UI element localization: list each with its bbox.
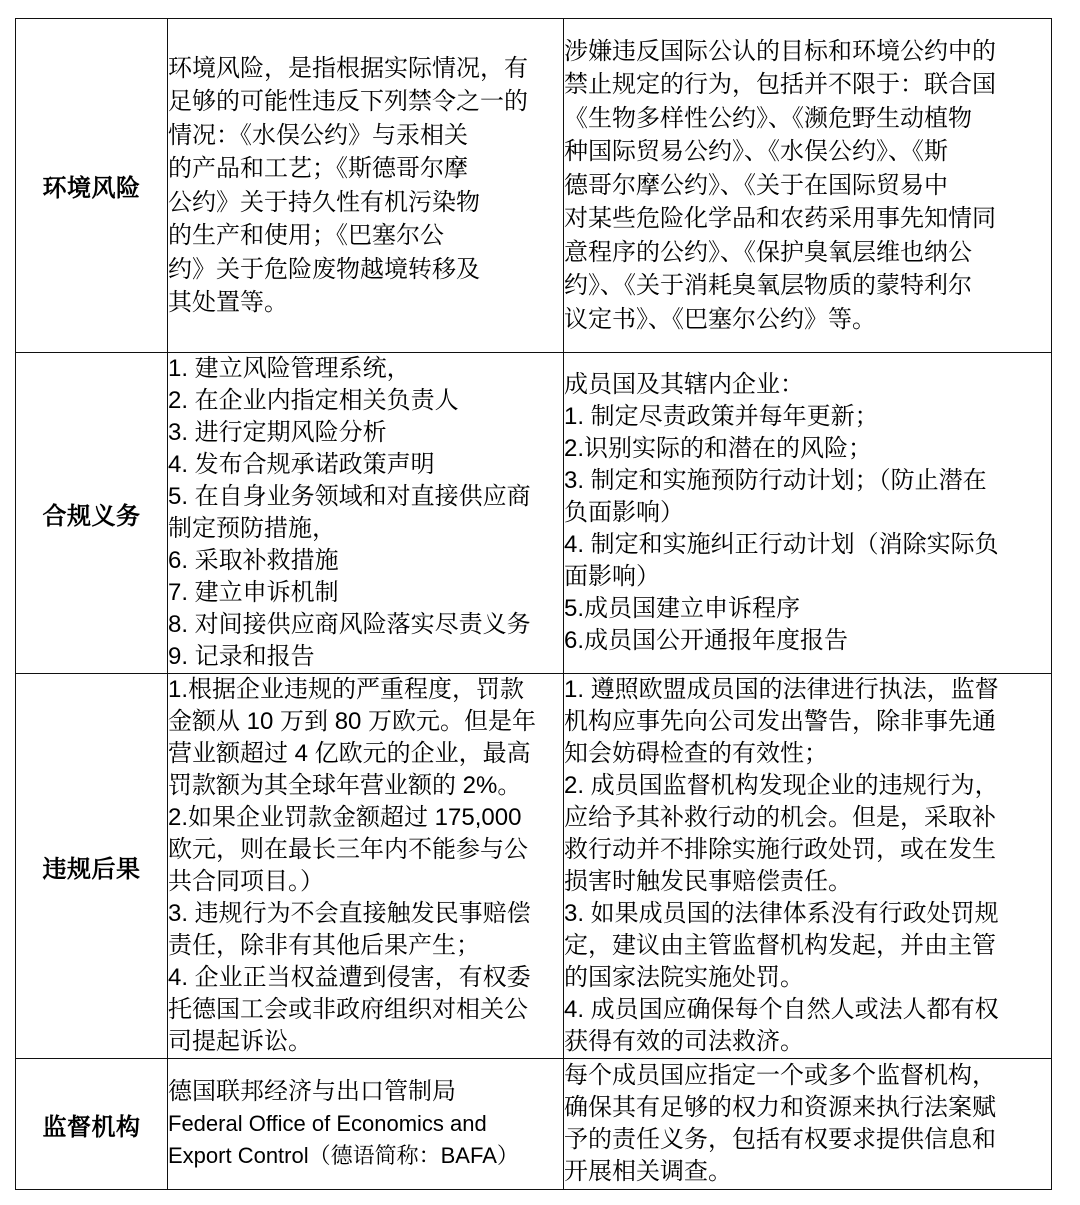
list-item: 6. 采取补救措施: [168, 547, 339, 574]
table-row-violation-consequences: [16, 674, 1052, 1059]
text-line: 3. 如果成员国的法律体系没有行政处罚规: [564, 900, 999, 927]
table-row-environmental-risk: [16, 19, 1052, 353]
text-line: 应给予其补救行动的机会。但是，采取补: [564, 804, 996, 831]
list-item: 4. 制定和实施纠正行动计划（消除实际负: [564, 531, 999, 558]
list-item: 2. 在企业内指定相关负责人: [168, 387, 459, 414]
text-line: 环境风险，是指根据实际情况，有: [168, 54, 528, 82]
text-line: 定，建议由主管监督机构发起，并由主管: [564, 932, 996, 959]
list-item-continuation: 面影响）: [564, 563, 660, 590]
text-line: 2.如果企业罚款金额超过 175,000: [168, 804, 522, 831]
german-text-cell: [168, 353, 564, 674]
list-item: 5. 在自身业务领域和对直接供应商: [168, 483, 531, 510]
text-line: 德哥尔摩公约》、《关于在国际贸易中: [564, 171, 948, 199]
text-line: 禁止规定的行为，包括并不限于：联合国: [564, 71, 996, 99]
text-line: 《生物多样性公约》、《濒危野生动植物: [564, 104, 972, 132]
list-heading: 成员国及其辖内企业：: [564, 371, 804, 398]
german-text-cell: [168, 674, 564, 1059]
row-label: 监督机构: [42, 1113, 141, 1141]
list-item-continuation: 负面影响）: [564, 499, 684, 526]
text-line: 确保其有足够的权力和资源来执行法案赋: [564, 1094, 996, 1121]
list-item: 1. 制定尽责政策并每年更新；: [564, 403, 879, 430]
text-line: 托德国工会或非政府组织对相关公: [168, 996, 528, 1023]
row-label-cell: [16, 19, 168, 353]
text-line: 获得有效的司法救济。: [564, 1028, 804, 1055]
text-line: 1.根据企业违规的严重程度，罚款: [168, 676, 525, 703]
text-line: 损害时触发民事赔偿责任。: [564, 868, 852, 895]
text-line: 足够的可能性违反下列禁令之一的: [168, 88, 528, 115]
text-line: 的产品和工艺；《斯德哥尔摩: [168, 155, 468, 182]
list-item: 2.识别实际的和潜在的风险；: [564, 435, 873, 462]
row-label: 环境风险: [42, 175, 141, 202]
eu-text-cell: [564, 353, 1052, 674]
text-line: 4. 企业正当权益遭到侵害，有权委: [168, 964, 531, 991]
text-line: 营业额超过 4 亿欧元的企业，最高: [168, 740, 531, 767]
eu-text-cell: [564, 1059, 1052, 1190]
text-line: 对某些危险化学品和农药采用事先知情同: [564, 205, 996, 233]
text-line: 每个成员国应指定一个或多个监督机构，: [564, 1062, 996, 1089]
text-line: 情况：《水俣公约》与汞相关: [168, 121, 468, 149]
text-line: 约》、《关于消耗臭氧层物质的蒙特利尔: [564, 272, 972, 300]
authority-name-en: Federal Office of Economics and: [168, 1111, 487, 1136]
text-line: 4. 成员国应确保每个自然人或法人都有权: [564, 996, 999, 1023]
authority-name-cn: 德国联邦经济与出口管制局: [168, 1078, 456, 1105]
row-label: 合规义务: [42, 502, 141, 530]
text-line: 1. 遵照欧盟成员国的法律进行执法，监督: [564, 676, 999, 703]
list-item: 8. 对间接供应商风险落实尽责义务: [168, 611, 531, 638]
text-line: 2. 成员国监督机构发现企业的违规行为，: [564, 772, 999, 799]
text-line: 司提起诉讼。: [168, 1028, 312, 1055]
list-item: 9. 记录和报告: [168, 643, 315, 670]
text-line: 议定书》、《巴塞尔公约》等。: [564, 305, 876, 333]
eu-text-cell: [564, 19, 1052, 353]
text-line: 机构应事先向公司发出警告，除非事先通: [564, 708, 996, 735]
text-line: 涉嫌违反国际公认的目标和环境公约中的: [564, 37, 996, 65]
list-item: 3. 制定和实施预防行动计划；（防止潜在: [564, 467, 987, 494]
row-label: 违规后果: [42, 855, 141, 883]
table-row-compliance-obligations: [16, 353, 1052, 674]
text-line: 种国际贸易公约》、《水俣公约》、《斯: [564, 138, 948, 166]
list-item: 7. 建立申诉机制: [168, 579, 339, 606]
table-row-supervisory-authority: [16, 1059, 1052, 1190]
text-line: 共合同项目。）: [168, 868, 324, 895]
text-line: 责任，除非有其他后果产生；: [168, 932, 480, 959]
text-line: 开展相关调查。: [564, 1158, 732, 1185]
text-line: 救行动并不排除实施行政处罚，或在发生: [564, 836, 996, 863]
text-line: 罚款额为其全球年营业额的 2%。: [168, 772, 522, 799]
list-item: 5.成员国建立申诉程序: [564, 595, 801, 622]
list-item: 4. 发布合规承诺政策声明: [168, 451, 435, 478]
row-label-cell: [16, 674, 168, 1059]
text-line: 欧元，则在最长三年内不能参与公: [168, 836, 528, 863]
list-item-continuation: 制定预防措施，: [168, 515, 336, 542]
text-line: 的生产和使用；《巴塞尔公: [168, 222, 444, 249]
text-line: 知会妨碍检查的有效性；: [564, 740, 828, 767]
german-text-cell: [168, 1059, 564, 1190]
text-line: 的国家法院实施处罚。: [564, 964, 804, 991]
text-line: 其处置等。: [168, 289, 288, 316]
row-label-cell: [16, 1059, 168, 1190]
text-line: 予的责任义务，包括有权要求提供信息和: [564, 1126, 996, 1153]
list-item: 6.成员国公开通报年度报告: [564, 627, 849, 654]
text-line: 意程序的公约》、《保护臭氧层维也纳公: [564, 238, 972, 266]
authority-name-en: Export Control（德语简称：BAFA）: [168, 1143, 519, 1168]
text-line: 公约》关于持久性有机污染物: [168, 188, 480, 216]
text-line: 金额从 10 万到 80 万欧元。但是年: [168, 708, 537, 735]
list-item: 3. 进行定期风险分析: [168, 419, 387, 446]
text-line: 约》关于危险废物越境转移及: [168, 255, 480, 283]
comparison-table: [15, 18, 1052, 1190]
german-text-cell: [168, 19, 564, 353]
list-item: 1. 建立风险管理系统，: [168, 355, 411, 382]
eu-text-cell: [564, 674, 1052, 1059]
row-label-cell: [16, 353, 168, 674]
text-line: 3. 违规行为不会直接触发民事赔偿: [168, 900, 531, 927]
